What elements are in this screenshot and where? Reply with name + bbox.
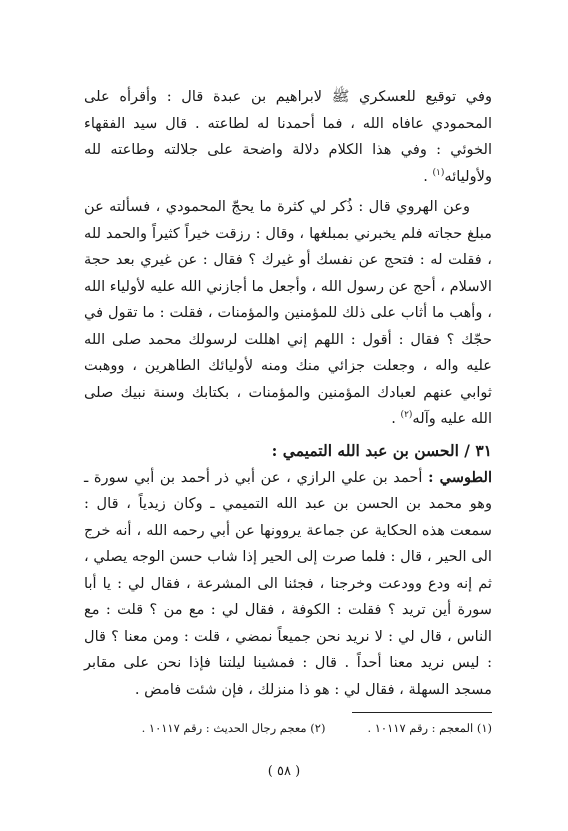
section-heading: ٣١ / الحسن بن عبد الله التميمي : bbox=[271, 440, 492, 460]
page-number: ( ٥٨ ) bbox=[267, 764, 301, 779]
footnote-1: (١) المعجم : رقم ١٠١١٧ . bbox=[367, 721, 492, 735]
footnote-marker-1: (١) bbox=[432, 167, 445, 178]
paragraph-2-text: وعن الهروي قال : ذُكر لي كثرة ما يحجّ المحمودي ، فسألته عن مبلغ حجاته فلم يخبرني بمبلغها ، وقال : رزقت خيراً كثيراً والحمد لله ، فقلت له : فتحج عن نفسك أو غيرك ؟ فقال : عن غيري بعد حجة الاسلام ، أحج عن رسول الله ، وأجعل ما أجازني الله عليه لأولياء الله ، وأهب ما أثاب على ذلك للمؤمنين والمؤمنات ، فقلت : ما تقول في حجّك ؟ فقال : أقول : اللهم إني اهللت لرسولك محمد صلى الله عليه واله ، وجعلت جزائي منك ومنه لأوليائك الطاهرين ، ووهبت ثوابي عنهم لعبادك المؤمنين والمؤمنات ، بكتابك وسنة نبيك صلى الله عليه وآله bbox=[84, 198, 492, 427]
section-text: أحمد بن علي الرازي ، عن أبي ذر أحمد بن أبي سورة ـ وهو محمد بن الحسن بن عبد الله التميمي ـ وكان زيدياً ، قال : سمعت هذه الحكاية عن جماعة يروونها عن أبي رحمه الله ، أنه خرج الى الحير ، قال : فلما صرت إلى الحير إذا شاب حسن الوجه يصلي ، ثم إنه ودع وودعت وخرجنا ، فجئنا الى المشرعة ، فقال لي : يا أبا سورة أين تريد ؟ فقلت : الكوفة ، فقال لي : مع من ؟ قلت : مع الناس ، قال لي : لا نريد نحن جميعاً نمضي ، قلت : ومن معنا ؟ قال : ليس نريد معنا أحداً . قال : فمشينا ليلتنا فإذا نحن على مقابر مسجد السهلة ، فقال لي : هو ذا منزلك ، فإن شئت فامض . bbox=[84, 468, 492, 698]
paragraph-2: وعن الهروي قال : ذُكر لي كثرة ما يحجّ المحمودي ، فسألته عن مبلغ حجاته فلم يخبرني بمبلغها ، وقال : رزقت خيراً كثيراً والحمد لله ، فقلت له : فتحج عن نفسك أو غيرك ؟ فقال : عن غيري بعد حجة الاسلام ، أحج عن رسول الله ، وأجعل ما أجازني الله عليه لأولياء الله ، وأهب ما أثاب على ذلك للمؤمنين والمؤمنات ، فقلت : ما تقول في حجّك ؟ فقال : أقول : اللهم إني اهللت لرسولك محمد صلى الله عليه واله ، وجعلت جزائي منك ومنه لأوليائك الطاهرين ، ووهبت ثوابي عنهم لعبادك المؤمنين والمؤمنات ، بكتابك وسنة نبيك صلى الله عليه وآله$^{(٢)}$ . bbox=[84, 198, 492, 427]
main-text bbox=[84, 84, 492, 703]
footnotes bbox=[84, 719, 492, 737]
paragraph-1-text: وفي توقيع للعسكري ﷺ لابراهيم بن عبدة قال : وأقرأه على المحمودي عافاه الله ، فما أحمدنا له لطاعته . قال سيد الفقهاء الخوئي : وفي هذا الكلام دلالة واضحة على جلالته وطاعته لله ولأوليائه bbox=[84, 88, 492, 185]
section-paragraph bbox=[84, 465, 492, 704]
paragraph-1: وفي توقيع للعسكري ﷺ لابراهيم بن عبدة قال : وأقرأه على المحمودي عافاه الله ، فما أحمدنا له لطاعته . قال سيد الفقهاء الخوئي : وفي هذا الكلام دلالة واضحة على جلالته وطاعته لله ولأوليائه$^{(١)}$ . bbox=[84, 88, 492, 185]
section-lead-word: الطوسي : bbox=[428, 468, 492, 486]
footnote-2: (٢) معجم رجال الحديث : رقم ١٠١١٧ . bbox=[141, 721, 326, 735]
footnote-divider bbox=[352, 712, 492, 713]
footnote-marker-2: (٢) bbox=[400, 410, 413, 421]
